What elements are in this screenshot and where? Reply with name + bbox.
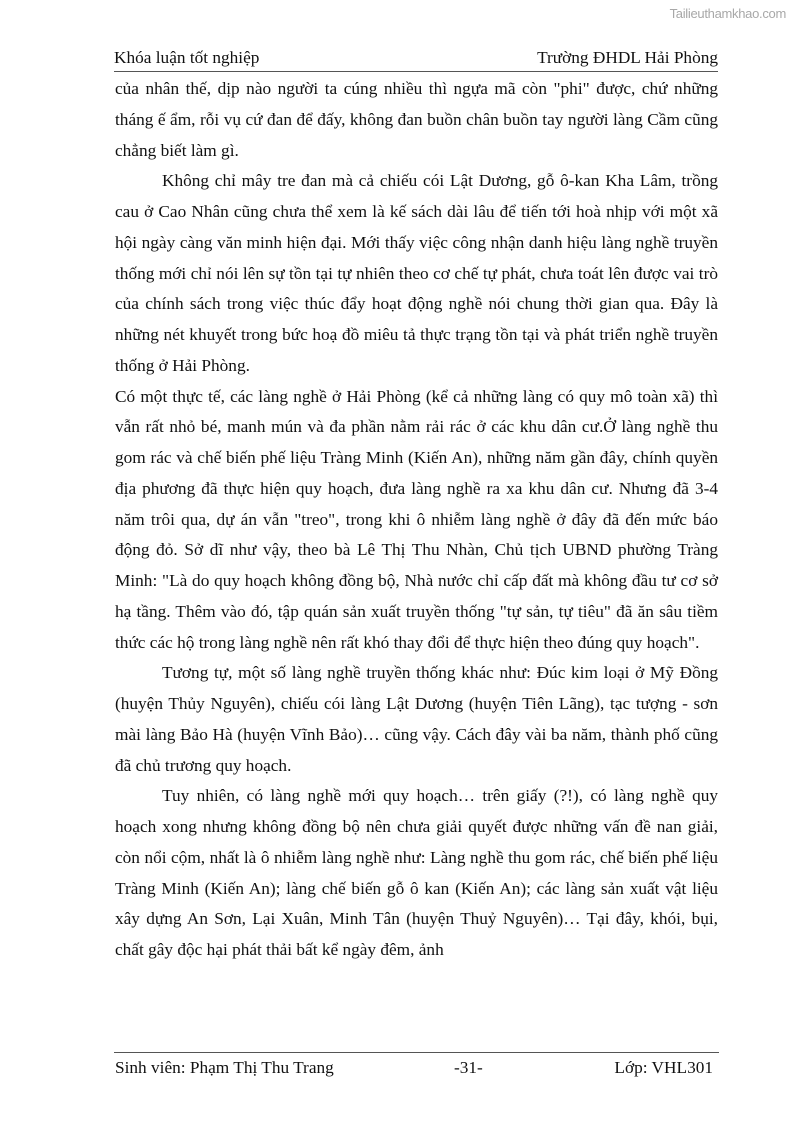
page-header <box>114 46 718 72</box>
paragraph: Không chỉ mây tre đan mà cả chiếu cói Lật Dương, gỗ ô-kan Kha Lâm, trồng cau ở Cao Nhân cũng chưa thể xem là kế sách dài lâu để tiến tới hoà nhịp với một xã hội ngày càng văn minh hiện đại. Mới thấy việc công nhận danh hiệu làng nghề truyền thống mới chỉ nói lên sự tồn tại tự nhiên theo cơ chế tự phát, chưa toát lên được vai trò của chính sách trong việc thúc đẩy hoạt động nghề nói chung thời gian qua. Đây là những nét khuyết trong bức hoạ đồ miêu tả thực trạng tồn tại và phát triển nghề truyền thống ở Hải Phòng. <box>115 171 718 375</box>
footer-student-name: Sinh viên: Phạm Thị Thu Trang <box>115 1058 334 1077</box>
document-body <box>115 74 718 966</box>
watermark: Tailieuthamkhao.com <box>669 6 786 21</box>
header-university: Trường ĐHDL Hải Phòng <box>537 48 718 67</box>
paragraph: Tương tự, một số làng nghề truyền thống khác như: Đúc kim loại ở Mỹ Đồng (huyện Thủy Nguyên), chiếu cói làng Lật Dương (huyện Tiên Lãng), tạc tượng - sơn mài làng Bảo Hà (huyện Vĩnh Bảo)… cũng vậy. Cách đây vài ba năm, thành phố cũng đã chủ trương quy hoạch. <box>115 663 718 775</box>
page-number: -31- <box>454 1058 483 1077</box>
paragraph: của nhân thế, dịp nào người ta cúng nhiều thì ngựa mã còn "phi" được, chứ những tháng ế ẩm, rỗi vụ cứ đan để đấy, không đan buồn chân buồn tay người làng Cầm cũng chẳng biết làm gì. <box>115 79 718 160</box>
page-footer <box>114 1052 719 1081</box>
paragraph: Tuy nhiên, có làng nghề mới quy hoạch… trên giấy (?!), có làng nghề quy hoạch xong nhưng không đồng bộ nên chưa giải quyết được những vấn đề nan giải, còn nổi cộm, nhất là ô nhiễm làng nghề như: Làng nghề thu gom rác, chế biến phế liệu Tràng Minh (Kiến An); làng chế biến gỗ ô kan (Kiến An); các làng sản xuất vật liệu xây dựng An Sơn, Lại Xuân, Minh Tân (huyện Thuỷ Nguyên)… Tại đây, khói, bụi, chất gây độc hại phát thải bất kể ngày đêm, ảnh <box>115 786 718 959</box>
header-thesis-label: Khóa luận tốt nghiệp <box>114 48 260 67</box>
paragraph: Có một thực tế, các làng nghề ở Hải Phòng (kể cả những làng có quy mô toàn xã) thì vẫn rất nhỏ bé, manh mún và đa phần nằm rải rác ở các khu dân cư.Ở làng nghề thu gom rác và chế biến phế liệu Tràng Minh (Kiến An), những năm gần đây, chính quyền địa phương đã thực hiện quy hoạch, đưa làng nghề ra xa khu dân cư. Nhưng đã 3-4 năm trôi qua, dự án vẫn "treo", trong khi ô nhiễm làng nghề ở đây đã đến mức báo động đỏ. Sở dĩ như vậy, theo bà Lê Thị Thu Nhàn, Chủ tịch UBND phường Tràng Minh: "Là do quy hoạch không đồng bộ, Nhà nước chỉ cấp đất mà không đầu tư cơ sở hạ tầng. Thêm vào đó, tập quán sản xuất truyền thống "tự sản, tự tiêu" đã ăn sâu tiềm thức các hộ trong làng nghề nên rất khó thay đổi để thực hiện theo đúng quy hoạch". <box>115 386 718 652</box>
footer-class: Lớp: VHL301 <box>614 1058 713 1077</box>
